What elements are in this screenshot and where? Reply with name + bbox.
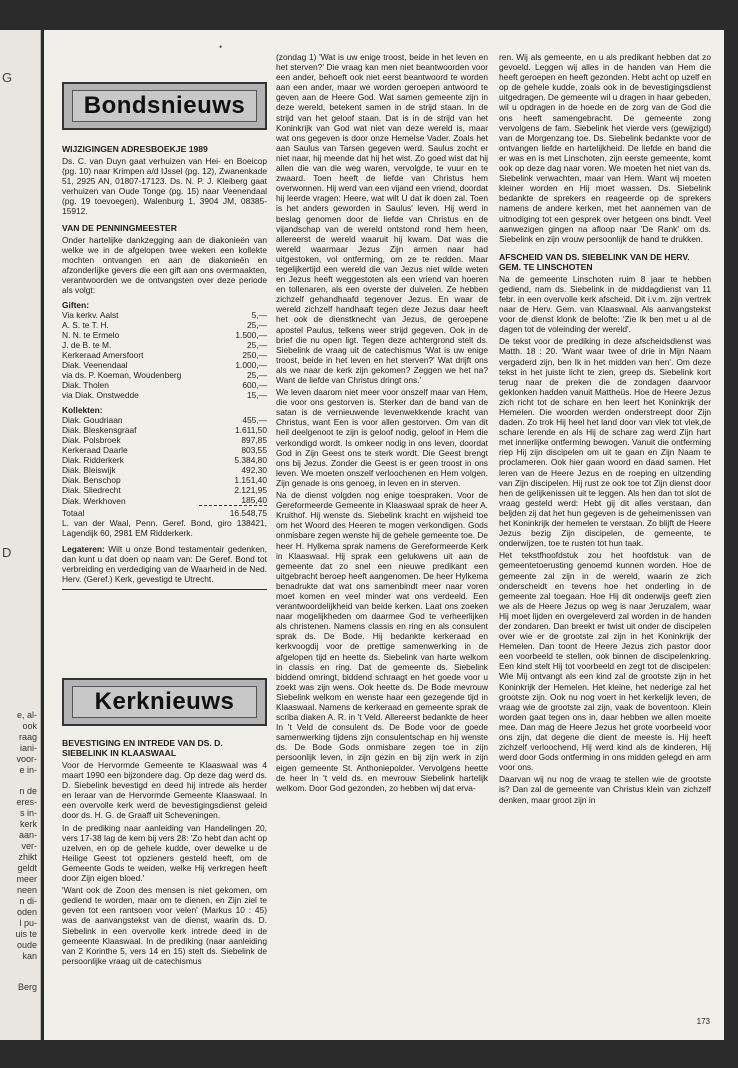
kerknieuws-paragraph: Voor de Hervormde Gemeente te Klaaswaal was 4 maart 1990 een bijzondere dag. Op deze dag werd ds. D. Siebelink bevestigd en deed hij intrede als herder en leraar van de Hervormde Gemeente Klaaswaal. In een overvolle kerk werd de bevestigingsdienst geleid door ds. H. G. de Graaff uit Scheveningen.: [62, 760, 267, 821]
table-row: Diak. Tholen 600,—: [62, 380, 267, 391]
adjacent-page-fragments: e, al- ook raag iani- voor- e in- n de eres- s in- kerk aan- ver- zhikt geldt meer neen n di- oden l pu- uis te oude kan Berg: [15, 710, 37, 992]
table-row: Diak. Benschop 1.151,40: [62, 475, 267, 486]
magazine-page: [44, 30, 724, 1040]
penning-signature: L. van der Waal, Penn. Geref. Bond, giro 138421, Lagendijk 60, 2981 EM Ridderkerk.: [62, 518, 267, 539]
kollekten-table: [62, 415, 267, 518]
table-row: N. N. te Ermelo 1.500,—: [62, 330, 267, 341]
kollekten-label: Kollekten:: [62, 405, 103, 416]
adresboekje-text: Ds. C. van Duyn gaat verhuizen van Hei- en Boeicop (pg. 10) naar Krimpen a/d IJssel (pg. 12), Zwanenkade 51, 2925 AN, 01807-17123. Ds. N. P. J. Kleiberg gaat verhuizen van Oude Tonge (pg. 15) naar Veenendaal (pg. 19 toevoegen), Walenburg 1, 3904 JM, 08385-15912.: [62, 156, 267, 217]
column-middle: [276, 52, 488, 795]
kerknieuws-heading: Kerknieuws: [94, 688, 235, 715]
article-paragraph: We leven daarom niet meer voor onszelf maar van Hem, die voor ons gestorven is. Sterker dan de band van de satan is de vernieuwende levenwekkende kracht van Christus, want Een is voor allen gestorven. Om van dit heil deelgenoot te zijn is geloof nodig, geloof in Hem die verkondigd wordt. Is omkeer nodig in ons leven, doordat God in Zijn Geest ons te sterk wordt. Die Geest brengt ons bij Jezus. Zonder die Geest is er geen troost in ons leven. We moeten onszelf verloochenen en Hem volgen. Zijn genade is ons genoeg, in leven en in sterven.: [276, 387, 488, 488]
adresboekje-title: WIJZIGINGEN ADRESBOEKJE 1989: [62, 144, 208, 154]
article-paragraph: ren. Wij als gemeente, en u als predikant hebben dat zo gevoeld. Leggen wij alles in de handen van Hem die heeft geroepen en heeft gezonden. Hebt acht op uzelf en op de gehele kudde, zoals ook in de bevestigingsdienst uitgedragen. De gemeente wil u dragen in haar gebeden, wil u opdragen in de hoede en de zorg van de God die ons heeft samengebracht. De gemeente zong vervolgens de fam. Siebelink het vierde vers (gewijzigd) van de Morgenzang toe. Ds. Siebelink bedankte voor de ontvangen liefde en hartelijkheid. De liefde en band die er was en is met Linschoten, zijn eerste gemeente, komt ook op deze dag naar voren. We moeten het niet van ds. Siebelink verwachten, maar van Hem. Want wij moeten kleiner worden en Hij moet wassen. Ds. Siebelink bedankte de sprekers en reageerde op de sprekers namens de andere kerken, met het aannemen van de uitnodiging tot een gesprek over hetgeen ons bindt. Veel aanwezigen gingen na afloop naar 'De Rank' om ds. Siebelink en zijn vrouw persoonlijk de hand te drukken.: [499, 52, 711, 244]
column-left-lower: [62, 732, 267, 968]
table-row: Diak. Goudriaan 455,—: [62, 415, 267, 426]
table-row: via Diak. Onstwedde 15,—: [62, 390, 267, 401]
article-paragraph: Na de dienst volgden nog enige toespraken. Voor de Gereformeerde Gemeente in Klaaswaal sprak de heer A. Kruithof. Hij wenste ds. Siebelink kracht en wijsheid toe om het Woord des Heeren te mogen verkondigen. Gods onmisbare zegen wenste hij de gehele gemeente toe. De heer H. Hylkema sprak namens de Gereformeerde Kerk in Klaaswaal. Hij sprak een gelukwens uit aan de gemeente dat zo snel een nieuwe predikant een uitgebracht beroep heeft aangenomen. De heer Hylkema benadrukte dat wat ons samenbindt meer naar voren moet komen en veel minder wat ons verdeeld. Een verantwoordelijkheid van beide kerken. Laat ons zoeken naar mogelijkheden om daarmee God te verheerlijken als christenen. Namens classis en ring en als consulent sprak ds. De Bode. Hij bedankte kerkeraad en kerkvoogdij voor de prettige samenwerking in de afgelopen tijd en heette ds. Siebelink van harte welkom in classis en ring. Dat de gemeente ds. Siebelink biddend omringt, biddend schraagt en het goede voor u zoekt was zijn wens. Ook heette ds. De Bode mevrouw Siebelink welkom en wenste haar een gezegende tijd in Klaaswaal. Namens de kerkeraad en gemeente sprak de scriba diaken A. R. in 't Veld. Allereerst bedankte de heer In 't Veld de consulent ds. De Bode voor de goede samenwerking tijdens zijn consulentschap en hij wenste ds. De Bode Gods onmisbare zegen toe in zijn persoonlijk leven, in zijn gezin en bij zijn werk in zijn eigen gemeente St. Anthoniepolder. Vervolgens heette de heer In 't veld ds. en mevrouw Siebelink hartelijk welkom. Door God gezonden, zo hebben wij dat erva-: [276, 490, 488, 793]
table-row: Diak. Bleiswijk 492,30: [62, 465, 267, 476]
article-paragraph: De tekst voor de prediking in deze afscheidsdienst was Matth. 18 : 20. 'Want waar twee of drie in Mijn Naam vergaderd zijn, ben Ik in het midden van hen'. Om deze tekst in het juiste licht te zien, greep ds. Siebelink kort terug naar de preken die de zondagen daarvoor geklonken hadden vanuit Mattheüs. Hoe de Heere Jezus zich richt tot de schare en hen leert het Koninkrijk der Hemelen. Die woorden werden onderstreept door Zijn daden. Zo trok Hij heel het land door van vlek tot vlek,de schare lerende en als Hij de schare zag werd Zijn hart met innerlijke ontferming bewogen. Vanuit die ontferming riep Hij zijn discipelen om uit te gaan en Zijn Naam te proclameren. Ook hier gaan woord en daad samen. Het leren van de Heere Jezus en de roeping en uitzending van Zijn discipelen. Hij rust ze ook toe tot Zijn dienst door hen de gelijkenissen uit te leggen. Als hen dan tot slot de vraag gesteld werd: Hebt gij dit alles verstaan, dan beljden zij dat het hun gegeven is de geheimenissen van het Koninkrijk der hemelen te verstaan. Zo blijft de Heere Jezus bezig Zijn discipelen, de gemeente, te onderwijzen, toe te rusten tot hun taak.: [499, 336, 711, 549]
kerknieuws-banner: [62, 678, 267, 726]
table-row: Diak. Ridderkerk 5.384,80: [62, 455, 267, 466]
kerknieuws-paragraph: In de prediking naar aanleiding van Handelingen 20, vers 17-38 lag de kern bij vers 28: 'Zo hebt dan acht op uzelven, en op de gehele kudde, over dewelke u de Heilige Geest tot opzieners gesteld heeft, om de Gemeente Gods te weiden, welke Hij verkregen heeft door Zijn eigen bloed.': [62, 822, 267, 884]
table-row: Diak. Polsbroek 897,85: [62, 435, 267, 446]
article-paragraph: Na de gemeente Linschoten ruim 8 jaar te hebben gediend, nam ds. Siebelink in de middagdienst van 11 febr. in een overvolle kerk afscheid. Dit i.v.m. zijn vertrek naar de Herv. Gem. van Klaaswaal. Als aanvangstekst voor de dienst klonk de belofte: 'Zie Ik ben met u al de dagen tot de voleinding der wereld'.: [499, 273, 711, 335]
table-row: A. S. te T. H. 25,—: [62, 320, 267, 331]
giften-label: Giften:: [62, 300, 89, 311]
bondsnieuws-heading: Bondsnieuws: [83, 92, 246, 119]
table-row: Kerkeraad Amersfoort 250,—: [62, 350, 267, 361]
section-divider: [62, 589, 267, 590]
fragment-letter: G: [2, 70, 13, 85]
legateren-paragraph: Legateren: Wilt u onze Bond testamentair gedenken, dan kunt u dat doen op naam van: De Geref. Bond tot verbreiding en verdediging van de Waarheid in de Ned. Herv. (Geref.) Kerk, gevestigd te Utrecht.: [62, 543, 268, 584]
adjacent-page-edge: [0, 30, 41, 1040]
table-row: Diak. Veenendaal 1.000,—: [62, 360, 267, 371]
column-right: [499, 52, 711, 807]
table-row: Diak. Werkhoven 185,40: [62, 495, 267, 506]
bevestiging-title: BEVESTIGING EN INTREDE VAN DS. D. SIEBELINK IN KLAASWAAL: [62, 738, 223, 758]
table-row: Diak. Bleskensgraaf 1.611,50: [62, 425, 267, 436]
table-row: Diak. Sliedrecht 2.121,95: [62, 485, 267, 496]
kerknieuws-paragraph: 'Want ook de Zoon des mensen is niet gekomen, om gediend te worden, maar om te dienen, en Zijn ziel te geven tot een rantsoen voor velen' (Markus 10 : 45) was de aanvangstekst van de dienst, waarin ds. D. Siebelink in een overvolle kerk intrede deed in de gemeente Klaaswaal. In de prediking (naar aanleiding van 2 Korinthe 5, vers 14 en 15) stelt ds. Siebelink de persoonlijke vraag uit de catechismus: [62, 885, 267, 966]
table-row: Via kerkv. Aalst 5,—: [62, 310, 267, 321]
article-paragraph: (zondag 1) 'Wat is uw enige troost, beide in het leven en het sterven?' Die vraag kan men niet beantwoorden voor een ander, behoeft ook niet eerst beantwoord te worden aan een ander, maar we worden geroepen antwoord te geven aan de Heere God. Wat samen gemeente zijn in deze wereld, betekent samen in de strijd staan. In de strijd van het geloof staan. Dat is in de strijd van het Koninkrijk van God wat niet van deze wereld is, maar wat ons gegeven is door onze Hemelse Vader. Zoals het aan Saulus van Tarsen gegeven werd. Saulus zocht er niet naar, hij meende dat hij het wist. Zo goed wist dat hij allen die van die weg waren, vervolgde, te vuur en te zwaard. Toen heeft de liefde van Christus hem overwonnen. Hij werd van een vijand een vriend, doordat hij leerde vragen: Heere, wat wilt U dat ik doen zal. Toen is het anders geworden in Saulus' leven. Hij werd in beslag genomen door de liefde van Christus en de vijandschap van de wereld ontstond rond hem heen, allereerst de wereld waaruit hij kwam. Dat was die wereld waarmaar Jezus Zijn armen naar had uitgestoken, vol ontferming, om ze te redden. Maar tegelijkertijd een wereld die van Jezus niet wilde weten en Jezus heeft weggestoten als een vriend van hoeren en tollenaren, als een overste der duivelen. Ze hebben zichzelf gehandhaafd tegenover Jezus. En waar de wereld zichzelf handhaaft tegen deze Jezus daar heeft het ook de dienstknecht van Jezus, de geroepene apostel Paulus, telkens weer strijd gegeven. Ook in de brief die nu open ligt. Tegen deze achtergrond stelt ds. Siebelink de vraag uit de catechismus 'Wat is uw enige troost, beide in het leven en het sterven?' Wat drijft ons als we naar de kerk zijn gekomen? Zeggen we het na? Want de liefde van Christus dringt ons.': [276, 52, 488, 385]
table-row: J. de B. te M. 25,—: [62, 340, 267, 351]
article-paragraph: Daarvan wij nu nog de vraag te stellen wie de grootste is? Dan zal de gemeente van Christus klein van zichzelf denken, maar groot zijn in: [499, 774, 711, 805]
fragment-letter: D: [2, 545, 12, 560]
article-paragraph: Het tekstfhoofdstuk zou het hoofdstuk van de gemeentetoerusting genoemd kunnen worden. Hoe de gemeente zal zijn in de wereld, waarin ze zich onderscheidt en tevens hoe het onderling in de gemeente zal toegaan. Hoe Hij dit onderwijs geeft zien we als de Heere Jezus op weg is naar Jeruzalem, waar Hij moet lijden en overgeleverd zal worden in de handen der zondaren. Dan breekt er twist uit onder de discipelen over wie er de grootste zal zijn in het Koninkrijk der Hemelen. Dan toont de Heere Jezus zich pastor door een voorbeeld te stellen, ook binnen de discipelenkring. Een kind stelt Hij tot voorbeeld en zegt tot de discipelen: Wie Mij ontvangt als een kind zal de grootste zijn in het Koninkrijk der Hemelen. Het kleine, het nederige zal het grootste zijn. Ook nu nog voert in het kerkelijk leven, de vraag wie de grootste zal zijn, vaak de boventoon. Klein worden gaat tegen ons in, daar hebben we allen moeite mee. Dan mag de Heere Jezus het grote voorbeeld voor ons zijn, dat degene die dient de meeste is. Hij heeft zichzelf verloochend, Hij werd kind als de kinderen, Hij werd door Gods ontferming in ons midden gelegd en arm voor ons.: [499, 550, 711, 773]
penning-text: Onder hartelijke dankzegging aan de diakonieën van welke we in de afgelopen twee weken een kollekte mochten ontvangen en aan de diakonieën en afzonderlijke gevers die een gift aan ons overmaakten, verantwoorden we de ontvangsten over deze periode als volgt:: [62, 234, 267, 296]
print-mark: •: [219, 42, 223, 52]
table-row: via ds. P. Koeman, Woudenberg 25,—: [62, 370, 267, 381]
totaal-row: Totaal 16.548,75: [62, 506, 267, 519]
penning-title: VAN DE PENNINGMEESTER: [62, 222, 177, 233]
page-number: 173: [696, 1017, 710, 1026]
table-row: Kerkeraad Daarle 803,55: [62, 445, 267, 456]
afscheid-title: AFSCHEID VAN DS. SIEBELINK VAN DE HERV. GEM. TE LINSCHOTEN: [499, 251, 690, 272]
giften-table: [62, 310, 267, 400]
bondsnieuws-banner: [62, 82, 267, 130]
column-left: [62, 138, 267, 594]
